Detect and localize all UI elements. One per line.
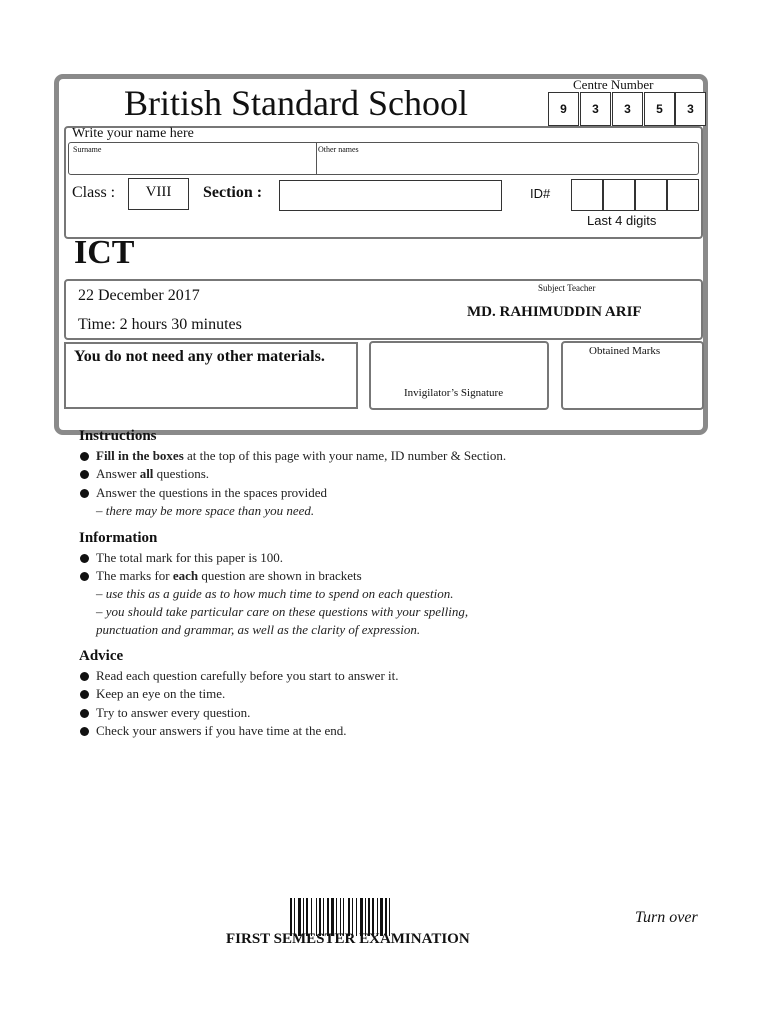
id-digit-box-2[interactable]: [603, 179, 635, 211]
centre-digit-2: 3: [580, 92, 611, 126]
subject-title: ICT: [74, 234, 135, 271]
bullet-icon: [80, 709, 89, 718]
id-hint: Last 4 digits: [587, 213, 657, 228]
bullet-icon: [80, 489, 89, 498]
centre-digit-4: 5: [644, 92, 675, 126]
centre-digit-3: 3: [612, 92, 643, 126]
materials-note: You do not need any other materials.: [74, 348, 325, 365]
instructions-heading: Instructions: [79, 428, 157, 444]
bullet-icon: [80, 690, 89, 699]
information-heading: Information: [79, 530, 158, 546]
information-note: punctuation and grammar, as well as the clarity of expression.: [96, 622, 421, 637]
id-digit-box-1[interactable]: [571, 179, 603, 211]
exam-time: Time: 2 hours 30 minutes: [78, 316, 242, 333]
exam-title: FIRST SEMESTER EXAMINATION: [226, 931, 470, 947]
bullet-icon: [80, 554, 89, 563]
information-item: The total mark for this paper is 100.: [96, 550, 284, 565]
section-label: Section :: [203, 184, 263, 201]
class-label: Class :: [72, 184, 116, 201]
class-value: VIII: [128, 178, 189, 210]
centre-number-label: Centre Number: [573, 77, 654, 92]
instruction-item: Fill in the boxes at the top of this page with your name, ID number & Section.: [96, 448, 507, 463]
turn-over-label: Turn over: [635, 909, 698, 926]
advice-item: Try to answer every question.: [96, 705, 251, 720]
write-name-label: Write your name here: [72, 126, 194, 141]
section-field[interactable]: [279, 180, 502, 211]
advice-heading: Advice: [79, 648, 124, 664]
id-digit-box-4[interactable]: [667, 179, 699, 211]
school-name: British Standard School: [124, 83, 468, 123]
instruction-note: – there may be more space than you need.: [96, 503, 315, 518]
instruction-item: Answer the questions in the spaces provided: [96, 485, 328, 500]
invigilator-signature-box[interactable]: [369, 341, 549, 410]
instruction-item: Answer all questions.: [96, 466, 210, 481]
advice-item: Check your answers if you have time at the end.: [96, 723, 347, 738]
bullet-icon: [80, 727, 89, 736]
subject-teacher-label: Subject Teacher: [538, 283, 596, 293]
id-digit-box-3[interactable]: [635, 179, 667, 211]
bullet-icon: [80, 572, 89, 581]
information-note: – use this as a guide as to how much time to spend on each question.: [96, 586, 454, 601]
bullet-icon: [80, 470, 89, 479]
subject-teacher-name: MD. RAHIMUDDIN ARIF: [467, 304, 642, 320]
obtained-marks-label: Obtained Marks: [589, 345, 661, 357]
information-item: The marks for each question are shown in brackets: [96, 568, 362, 583]
name-field[interactable]: [68, 142, 699, 175]
centre-digit-5: 3: [675, 92, 706, 126]
information-note: – you should take particular care on these questions with your spelling,: [96, 604, 469, 619]
exam-date: 22 December 2017: [78, 287, 200, 304]
bullet-icon: [80, 672, 89, 681]
advice-item: Read each question carefully before you start to answer it.: [96, 668, 399, 683]
name-divider: [316, 142, 317, 175]
bullet-icon: [80, 452, 89, 461]
centre-digit-1: 9: [548, 92, 579, 126]
surname-label: Surname: [73, 145, 102, 154]
advice-item: Keep an eye on the time.: [96, 686, 226, 701]
invigilator-signature-label: Invigilator’s Signature: [404, 387, 504, 399]
other-names-label: Other names: [318, 145, 359, 154]
id-label: ID#: [530, 186, 551, 201]
